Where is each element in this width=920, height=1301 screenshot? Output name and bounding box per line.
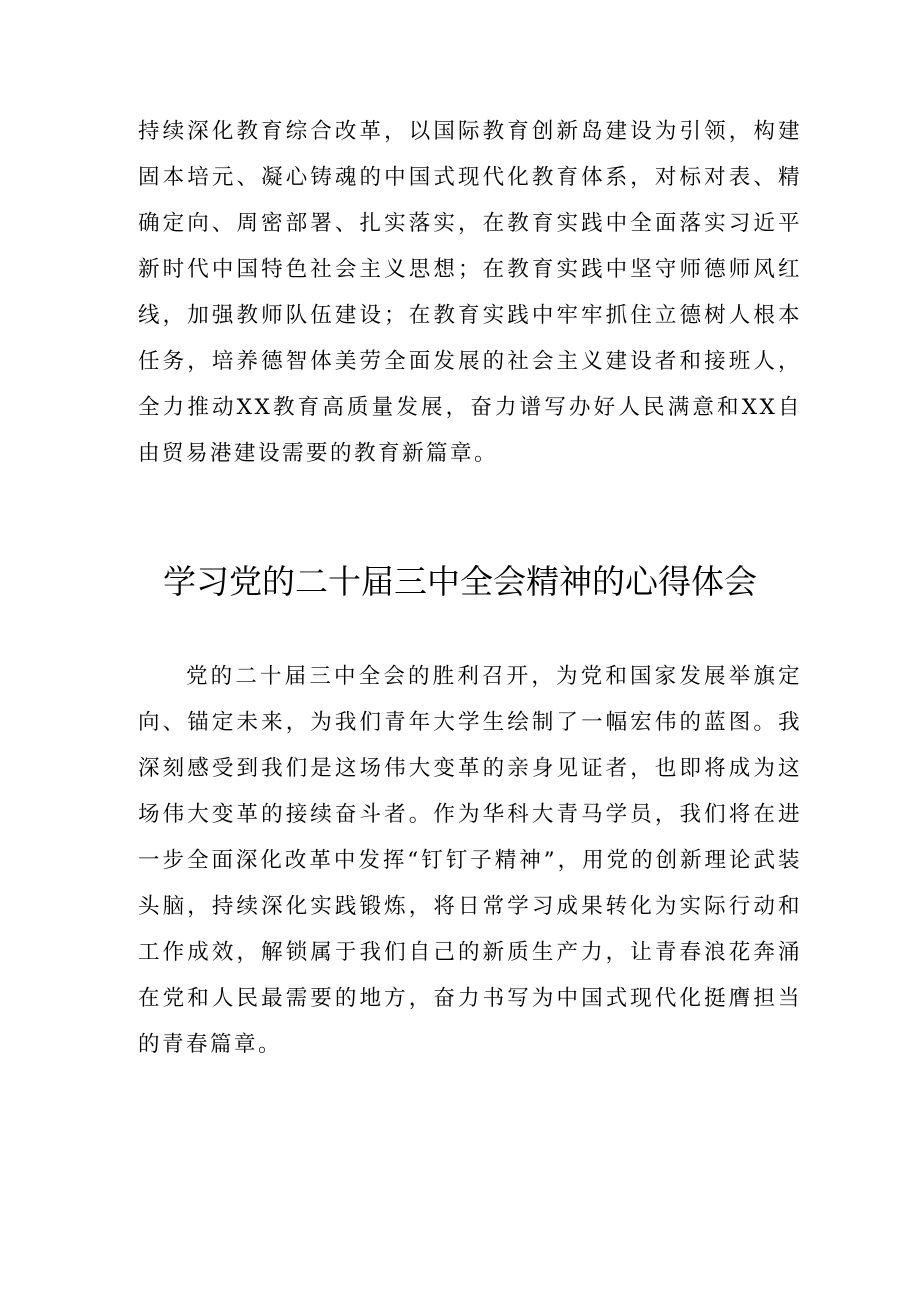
page-title: 学习党的二十届三中全会精神的心得体会 <box>163 562 757 601</box>
body-paragraph-2: 党的二十届三中全会的胜利召开，为党和国家发展举旗定向、锚定未来，为我们青年大学生绘制了一幅宏伟的蓝图。我深刻感受到我们是这场伟大变革的亲身见证者，也即将成为这场伟大变革的接续奋斗者。作为华科大青马学员，我们将在进一步全面深化改革中发挥“钉钉子精神”，用党的创新理论武装头脑，持续深化实践锻炼，将日常学习成果转化为实际行动和工作成效，解锁属于我们自己的新质生产力，让青春浪花奔涌在党和人民最需要的地方，奋力书写为中国式现代化挺膺担当的青春篇章。 <box>138 664 802 1057</box>
body-paragraph-1: 持续深化教育综合改革，以国际教育创新岛建设为引领，构建固本培元、凝心铸魂的中国式现代化教育体系，对标对表、精确定向、周密部署、扎实落实，在教育实践中全面落实习近平新时代中国特色社会主义思想；在教育实践中坚守师德师风红线，加强教师队伍建设；在教育实践中牢牢抓住立德树人根本任务，培养德智体美劳全面发展的社会主义建设者和接班人，全力推动XX教育高质量发展，奋力谱写办好人民满意和XX自由贸易港建设需要的教育新篇章。 <box>138 119 802 466</box>
